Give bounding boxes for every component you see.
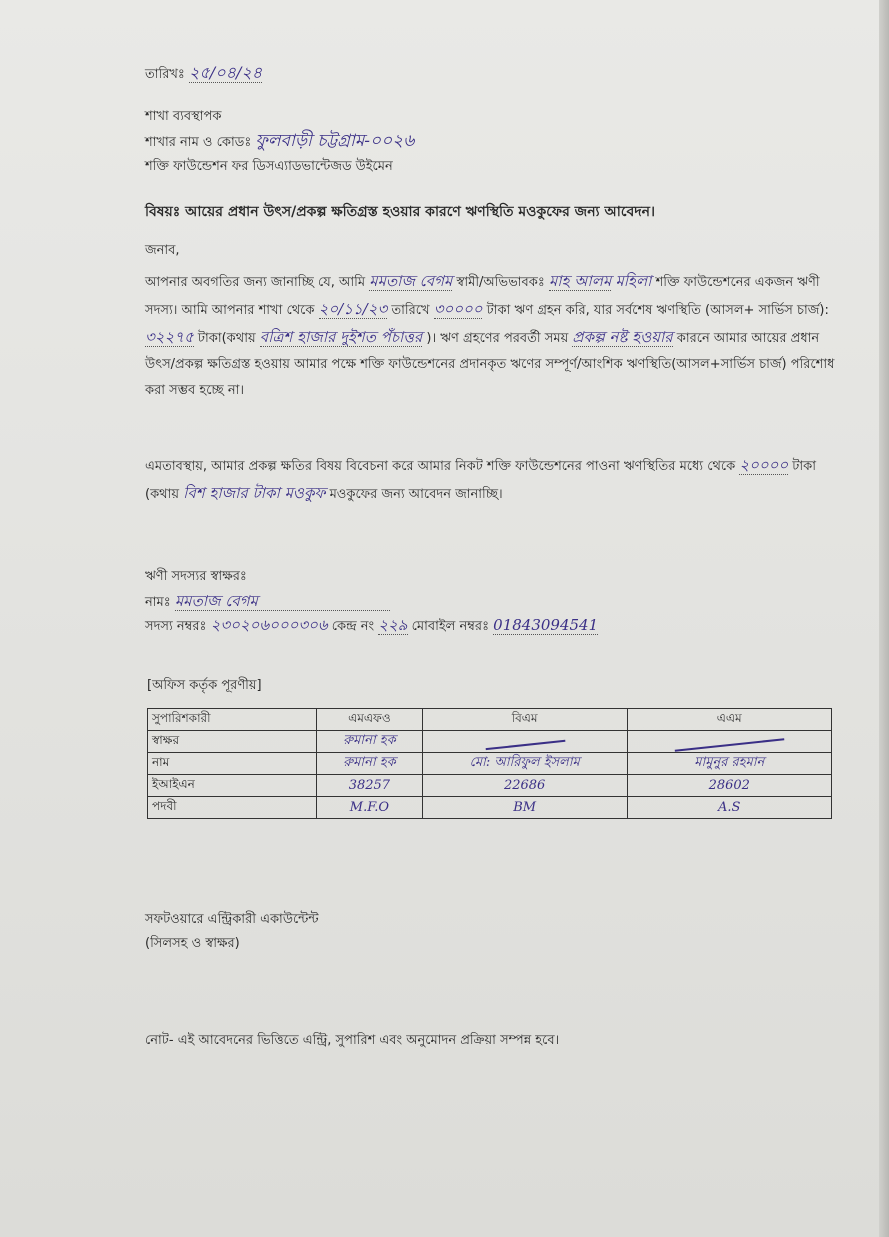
footer-note: নোট- এই আবেদনের ভিত্তিতে এন্ট্রি, সুপারিশ এবং অনুমোদন প্রক্রিয়া সম্পন্ন হবে। [145, 1033, 560, 1048]
signature-bm [422, 731, 627, 753]
row-label-signature: স্বাক্ষর [148, 731, 317, 753]
center-handwritten: ২২৯ [378, 616, 408, 634]
date-label: তারিখঃ [145, 67, 185, 82]
p1-text-f: টাকা(কথায় [197, 331, 256, 346]
date-line [145, 64, 262, 84]
page-edge-shadow [879, 0, 889, 1237]
salutation: জনাব, [145, 243, 180, 258]
signature-am [627, 731, 831, 753]
loan-amount-handwritten: ৩০০০০ [433, 300, 483, 318]
member-no-handwritten: ২৩০২০৬০০০৩০৬ [210, 616, 328, 634]
signature-scribble-am [674, 728, 785, 751]
row-label-designation: পদবী [148, 797, 317, 819]
office-row-name [148, 753, 832, 775]
office-row-ein [148, 775, 832, 797]
software-seal-label: (সিলসহ ও স্বাক্ষর) [145, 936, 240, 951]
branch-value: ফুলবাড়ী চট্টগ্রাম-০০২৬ [255, 131, 415, 151]
designation-am: A.S [627, 797, 831, 819]
ein-bm: 22686 [422, 775, 627, 797]
guardian-handwritten: মাহ আলম [548, 272, 612, 290]
p1-text-c: শক্তি ফাউন্ডেশনের একজন ঋণী সদস্য। আমি আপনার শাখা থেকে [145, 275, 820, 318]
header-mfo: এমএফও [317, 709, 423, 731]
mobile-handwritten: 01843094541 [493, 616, 599, 634]
waive-words-handwritten: বিশ হাজার টাকা মওকুফ [183, 484, 326, 502]
p1-text-h: কারনে আমার আয়ের প্রধান উৎস/প্রকল্প ক্ষতিগ্রস্ত হওয়ায় আমার পক্ষে শক্তি ফাউন্ডেশনের প্রদানকৃত ঋণের সম্পূর্ণ/আংশিক ঋণস্থিতি(আসল+সার্ভিস চার্জ) পরিশোধ করা সম্ভব হচ্ছে না। [145, 331, 835, 398]
row-label-name: নাম [148, 753, 317, 775]
office-header-row [148, 709, 832, 731]
branch-line [145, 132, 414, 152]
addressee-title: শাখা ব্যবস্থাপক [145, 109, 222, 124]
office-row-signature [148, 731, 832, 753]
member-number-line [145, 616, 598, 636]
signature-mfo: রুমানা হক [317, 731, 423, 753]
office-caption: [অফিস কর্তৃক পূরণীয়] [147, 678, 262, 693]
member-name-label: নামঃ [145, 595, 171, 610]
loan-date-handwritten: ২০/১১/২৩ [318, 300, 388, 318]
header-am: এএম [627, 709, 831, 731]
p1-text-d: তারিখে [391, 303, 430, 318]
p1-text-a: আপনার অবগতির জন্য জানাচ্ছি যে, আমি [145, 275, 366, 290]
signature-scribble-bm [484, 729, 565, 749]
reason-handwritten: প্রকল্প নষ্ট হওয়ার [572, 328, 673, 346]
body-paragraph-1 [145, 268, 835, 404]
organization-name: শক্তি ফাউন্ডেশন ফর ডিসএ্যাডভান্টেজড উইমেন [145, 159, 393, 174]
center-label: কেন্দ্র নং [331, 619, 375, 634]
ein-am: 28602 [627, 775, 831, 797]
row-label-ein: ইআইএন [148, 775, 317, 797]
waive-amount-handwritten: ২০০০০ [739, 456, 789, 474]
name-mfo: রুমানা হক [317, 753, 423, 775]
p2-text-c: মওকুফের জন্য আবেদন জানাচ্ছি। [329, 487, 503, 502]
member-signature-label: ঋণী সদস্যর স্বাক্ষরঃ [145, 569, 247, 584]
applicant-name-handwritten: মমতাজ বেগম [369, 272, 453, 290]
office-row-designation [148, 797, 832, 819]
designation-bm: BM [422, 797, 627, 819]
branch-label: শাখার নাম ও কোডঃ [145, 135, 252, 150]
p1-text-g: )। ঋণ গ্রহণের পরবর্তী সময় [426, 331, 569, 346]
name-bm: মো: আরিফুল ইসলাম [422, 753, 627, 775]
ein-mfo: 38257 [317, 775, 423, 797]
date-value: ২৫/০৪/২৪ [189, 63, 263, 82]
member-name-line [145, 592, 390, 612]
member-no-label: সদস্য নম্বরঃ [145, 619, 207, 634]
software-accountant-label: সফটওয়ারে এন্ট্রিকারী একাউন্টেন্ট [145, 912, 319, 927]
p1-handwritten-c: মহিলা [615, 272, 652, 290]
header-recommender: সুপারিশকারী [148, 709, 317, 731]
balance-handwritten: ৩২২৭৫ [145, 328, 194, 346]
balance-words-handwritten: বত্রিশ হাজার দুইশত পঁচাত্তর [259, 328, 423, 346]
body-paragraph-2 [145, 452, 835, 508]
mobile-label: মোবাইল নম্বরঃ [411, 619, 490, 634]
designation-mfo: M.F.O [317, 797, 423, 819]
p1-text-b: স্বামী/অভিভাবকঃ [456, 275, 545, 290]
member-name-handwritten: মমতাজ বেগম [175, 592, 390, 611]
header-bm: বিএম [422, 709, 627, 731]
name-am: মামুনুর রহমান [627, 753, 831, 775]
p1-text-e: টাকা ঋণ গ্রহন করি, যার সর্বশেষ ঋণস্থিতি (আসল+ সার্ভিস চার্জ): [486, 303, 829, 318]
subject-line: বিষয়ঃ আয়ের প্রধান উৎস/প্রকল্প ক্ষতিগ্রস্ত হওয়ার কারণে ঋণস্থিতি মওকুফের জন্য আবেদন। [145, 204, 655, 220]
office-table [147, 708, 832, 819]
p2-text-b: টাকা (কথায় [145, 459, 816, 502]
p2-text-a: এমতাবস্থায়, আমার প্রকল্প ক্ষতির বিষয় বিবেচনা করে আমার নিকট শক্তি ফাউন্ডেশনের পাওনা ঋণস্থিতির মধ্যে থেকে [145, 459, 736, 474]
